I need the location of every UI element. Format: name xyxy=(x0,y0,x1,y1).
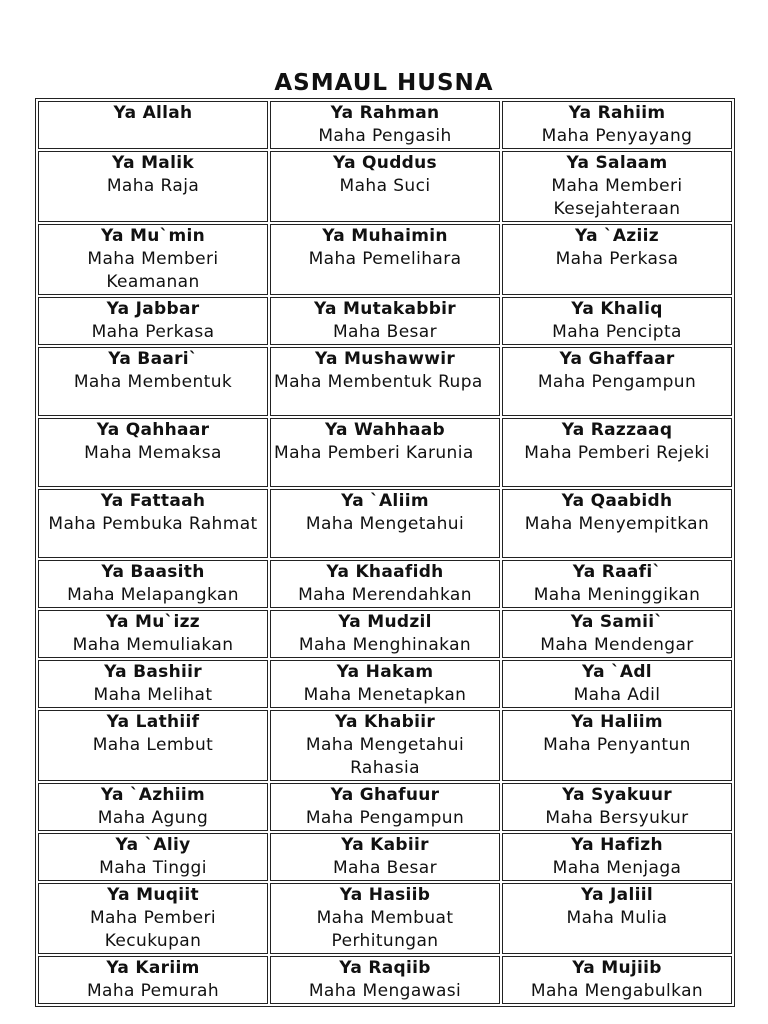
name-cell xyxy=(502,956,732,1004)
name-meaning: Maha Adil xyxy=(573,685,661,705)
divine-name: Ya Qaabidh xyxy=(561,491,673,511)
name-cell xyxy=(38,297,268,345)
name-meaning: Maha Menghinakan xyxy=(298,635,472,655)
divine-name: Ya Ghafuur xyxy=(330,785,440,805)
divine-name: Ya Baari` xyxy=(108,349,198,369)
divine-name: Ya Khaliq xyxy=(571,299,663,319)
name-meaning: Maha Meninggikan xyxy=(533,585,701,605)
name-meaning: Maha Perkasa xyxy=(91,322,215,342)
name-cell xyxy=(270,297,500,345)
name-cell xyxy=(502,610,732,658)
name-meaning: Maha Mengabulkan xyxy=(530,981,704,1001)
name-cell xyxy=(502,560,732,608)
asmaul-husna-table xyxy=(35,98,735,1007)
name-meaning: Maha Memberi Kesejahteraan xyxy=(551,176,683,219)
name-cell xyxy=(502,660,732,708)
name-cell xyxy=(502,151,732,222)
name-meaning: Maha Menjaga xyxy=(552,858,682,878)
name-cell xyxy=(270,610,500,658)
table-row xyxy=(38,833,732,881)
divine-name: Ya Jaliil xyxy=(581,885,653,905)
divine-name: Ya `Aliy xyxy=(115,835,191,855)
name-cell xyxy=(502,347,732,416)
name-meaning: Maha Perkasa xyxy=(555,249,679,269)
name-cell xyxy=(502,883,732,954)
name-meaning: Maha Pemberi Kecukupan xyxy=(89,908,217,951)
divine-name: Ya Bashiir xyxy=(104,662,202,682)
name-cell xyxy=(38,710,268,781)
name-cell xyxy=(502,489,732,558)
name-cell xyxy=(502,833,732,881)
name-meaning: Maha Besar xyxy=(332,322,438,342)
divine-name: Ya Mu`izz xyxy=(106,612,200,632)
name-meaning: Maha Bersyukur xyxy=(545,808,689,828)
table-row xyxy=(38,489,732,558)
divine-name: Ya `Aliim xyxy=(341,491,429,511)
table-row xyxy=(38,418,732,487)
name-cell xyxy=(38,783,268,831)
name-cell xyxy=(502,710,732,781)
divine-name: Ya Salaam xyxy=(566,153,668,173)
divine-name: Ya Ghaffaar xyxy=(559,349,675,369)
divine-name: Ya Rahiim xyxy=(568,103,666,123)
divine-name: Ya Quddus xyxy=(333,153,437,173)
divine-name: Ya Lathiif xyxy=(106,712,200,732)
name-meaning: Maha Mengetahui Rahasia xyxy=(305,735,465,778)
divine-name: Ya Razzaaq xyxy=(561,420,673,440)
divine-name: Ya Khaafidh xyxy=(326,562,444,582)
name-cell xyxy=(502,101,732,149)
name-cell xyxy=(38,224,268,295)
name-meaning: Maha Pemurah xyxy=(86,981,220,1001)
divine-name: Ya Syakuur xyxy=(562,785,672,805)
name-meaning: Maha Pembuka Rahmat xyxy=(48,514,258,534)
name-meaning: Maha Merendahkan xyxy=(298,585,472,605)
divine-name: Ya `Adl xyxy=(582,662,652,682)
name-meaning: Maha Pemelihara xyxy=(308,249,462,269)
divine-name: Ya Hafizh xyxy=(571,835,663,855)
table-row xyxy=(38,660,732,708)
name-meaning: Maha Suci xyxy=(339,176,431,196)
divine-name: Ya Kariim xyxy=(106,958,200,978)
divine-name: Ya Mutakabbir xyxy=(314,299,456,319)
name-meaning: Maha Melihat xyxy=(93,685,213,705)
name-meaning: Maha Besar xyxy=(332,858,438,878)
name-meaning: Maha Pengasih xyxy=(318,126,452,146)
name-meaning: Maha Pengampun xyxy=(537,372,697,392)
table-row xyxy=(38,883,732,954)
table-row xyxy=(38,560,732,608)
table-row xyxy=(38,224,732,295)
table-row xyxy=(38,610,732,658)
name-meaning: Maha Menetapkan xyxy=(303,685,467,705)
name-cell xyxy=(38,560,268,608)
divine-name: Ya Baasith xyxy=(101,562,205,582)
name-cell xyxy=(38,418,268,487)
name-cell xyxy=(270,560,500,608)
divine-name: Ya `Aziiz xyxy=(575,226,659,246)
name-cell xyxy=(502,297,732,345)
table-row xyxy=(38,101,732,149)
name-cell xyxy=(38,833,268,881)
name-cell xyxy=(38,489,268,558)
divine-name: Ya Raafi` xyxy=(572,562,662,582)
name-meaning: Maha Membentuk xyxy=(73,372,233,392)
name-meaning: Maha Membentuk Rupa xyxy=(274,372,483,392)
divine-name: Ya Malik xyxy=(112,153,194,173)
divine-name: Ya Muhaimin xyxy=(322,226,448,246)
name-cell xyxy=(38,347,268,416)
name-cell xyxy=(270,489,500,558)
divine-name: Ya `Azhiim xyxy=(100,785,206,805)
table-row xyxy=(38,783,732,831)
name-meaning: Maha Mengawasi xyxy=(308,981,462,1001)
name-meaning: Maha Penyayang xyxy=(541,126,693,146)
table-row xyxy=(38,297,732,345)
name-cell xyxy=(38,610,268,658)
table-row xyxy=(38,956,732,1004)
divine-name: Ya Mushawwir xyxy=(314,349,456,369)
divine-name: Ya Kabiir xyxy=(341,835,429,855)
divine-name: Ya Mudzil xyxy=(338,612,432,632)
name-meaning: Maha Lembut xyxy=(92,735,214,755)
name-cell xyxy=(270,956,500,1004)
name-meaning: Maha Menyempitkan xyxy=(524,514,710,534)
page-title: ASMAUL HUSNA xyxy=(274,70,494,96)
name-meaning: Maha Pemberi Karunia xyxy=(274,443,474,463)
name-meaning: Maha Mendengar xyxy=(540,635,694,655)
name-cell xyxy=(270,783,500,831)
name-meaning: Maha Pemberi Rejeki xyxy=(524,443,710,463)
name-cell xyxy=(38,660,268,708)
divine-name: Ya Mujiib xyxy=(572,958,662,978)
table-row xyxy=(38,710,732,781)
name-cell xyxy=(270,418,500,487)
name-cell xyxy=(502,783,732,831)
divine-name: Ya Rahman xyxy=(330,103,440,123)
name-meaning: Maha Melapangkan xyxy=(67,585,239,605)
divine-name: Ya Jabbar xyxy=(106,299,200,319)
divine-name: Ya Haliim xyxy=(571,712,663,732)
name-cell xyxy=(38,151,268,222)
divine-name: Ya Wahhaab xyxy=(324,420,446,440)
name-cell xyxy=(270,101,500,149)
name-meaning: Maha Mengetahui xyxy=(305,514,465,534)
name-meaning: Maha Tinggi xyxy=(99,858,207,878)
divine-name: Ya Muqiit xyxy=(107,885,199,905)
name-meaning: Maha Memuliakan xyxy=(72,635,234,655)
name-cell xyxy=(502,224,732,295)
table-row xyxy=(38,151,732,222)
name-cell xyxy=(502,418,732,487)
name-cell xyxy=(270,347,500,416)
divine-name: Ya Hakam xyxy=(336,662,434,682)
divine-name: Ya Raqiib xyxy=(339,958,431,978)
table-row xyxy=(38,347,732,416)
name-meaning: Maha Memberi Keamanan xyxy=(87,249,219,292)
name-meaning: Maha Pencipta xyxy=(552,322,682,342)
divine-name: Ya Hasiib xyxy=(339,885,431,905)
name-meaning: Maha Pengampun xyxy=(305,808,465,828)
divine-name: Ya Fattaah xyxy=(100,491,206,511)
name-cell xyxy=(270,883,500,954)
name-meaning: Maha Membuat Perhitungan xyxy=(316,908,454,951)
name-cell xyxy=(38,101,268,149)
name-meaning: Maha Raja xyxy=(106,176,200,196)
name-cell xyxy=(270,151,500,222)
divine-name: Ya Qahhaar xyxy=(96,420,210,440)
name-cell xyxy=(270,660,500,708)
name-meaning: Maha Agung xyxy=(97,808,209,828)
name-meaning: Maha Mulia xyxy=(566,908,668,928)
divine-name: Ya Samii` xyxy=(570,612,664,632)
name-cell xyxy=(270,833,500,881)
name-cell xyxy=(270,710,500,781)
name-cell xyxy=(270,224,500,295)
name-meaning: Maha Memaksa xyxy=(84,443,222,463)
divine-name: Ya Khabiir xyxy=(334,712,436,732)
divine-name: Ya Mu`min xyxy=(100,226,205,246)
name-cell xyxy=(38,883,268,954)
name-cell xyxy=(38,956,268,1004)
name-meaning: Maha Penyantun xyxy=(543,735,691,755)
divine-name: Ya Allah xyxy=(113,103,193,123)
